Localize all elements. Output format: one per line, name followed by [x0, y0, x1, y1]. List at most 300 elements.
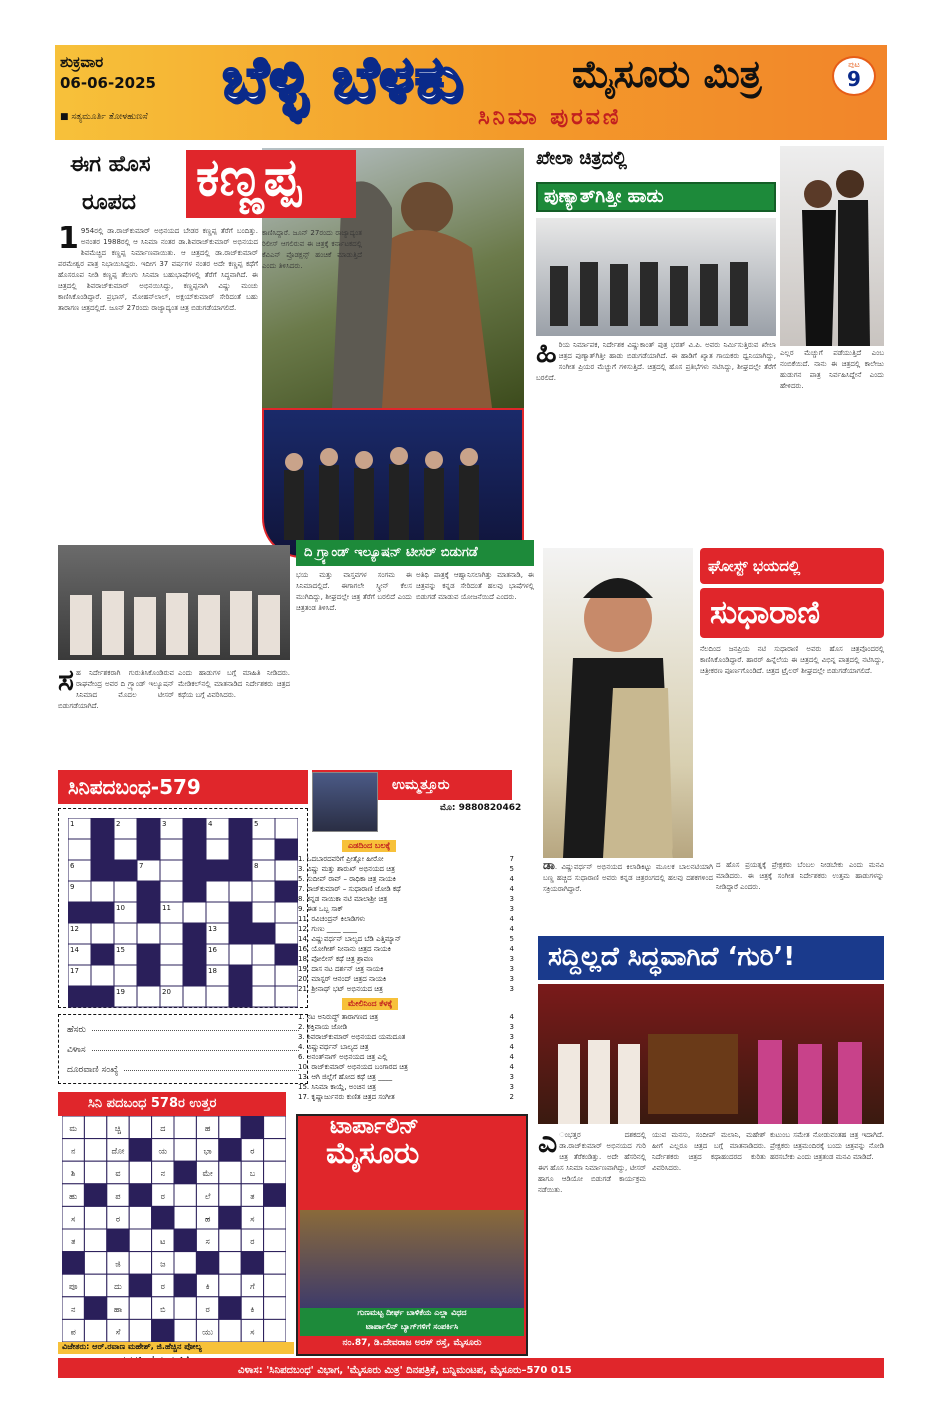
masthead-byline: ■ ಸತ್ಯಮೂರ್ತಿ ತೋಳಹುಣಸೆ [60, 112, 148, 122]
crossword-cell [183, 818, 206, 839]
form-address-label: ವಿಳಾಸ [67, 1045, 86, 1055]
guri-body-2: ಯುವ ಮನಸು, ಸಂದೀಪ್ ಮಲಾನಿ, ಮಹೇಶ್ ಹೀಗೆ ಎಲ್ಲರೂ ಚಿತ್ರದ ಬಗ್ಗೆ ಮಾತನಾಡಿದರು. ನಿರ್ದೇಶಕರು ಚಿತ್ರದ ಕಥಾಹಂದರದ ಕುರಿತು ವಿವರಿಸಿದರು. [652, 1131, 766, 1172]
kannappa-stage-photo [262, 408, 524, 558]
crossword-cell [137, 902, 160, 923]
form-address-field[interactable] [92, 1050, 299, 1051]
answer-letter: ಗೆ [250, 1282, 255, 1292]
illusion-body-4: ಅತಿಥಿ ಪಾತ್ರಕ್ಕೆ ಆಹ್ವಾನಿಸಲಾಗಿತ್ತು ಮಾತನಾಡಿ, ಈ ಚಿತ್ರವನ್ನು ಕನ್ನಡ ಸೇರಿದಂತೆ ಹಲವು ಭಾಷೆಗಳಲ್ಲಿ ಬಿಡುಗಡೆ ಮಾಡುವ ಯೋಜನೆಯಿದೆ ಎಂದರು. [416, 571, 534, 601]
answer-cell [174, 1297, 196, 1320]
illusion-headline-box [296, 540, 534, 566]
answers-title: ಸಿನಿ ಪದಬಂಧ 578ರ ಉತ್ತರ [88, 1096, 217, 1111]
answer-letter: ತ [71, 1237, 76, 1246]
answer-letter: ಸ [250, 1327, 255, 1337]
answer-cell [264, 1206, 286, 1229]
clue-length: 3 [509, 965, 514, 973]
answer-letter: ಹಾ [113, 1304, 123, 1314]
crossword-cell[interactable] [229, 944, 252, 965]
ghost-body-3: ದ ಹೊಸ ಪ್ರಯತ್ನಕ್ಕೆ ಪ್ರೇಕ್ಷಕರು ಬೆಂಬಲ ನೀಡಬೇಕು ಎಂದು ಮನವಿ ಮಾಡಿದರು. ಈ ಚಿತ್ರಕ್ಕೆ ಸಂಗೀತ ನಿರ್ದೇಶಕರು ಉತ್ತಮ ಹಾಡುಗಳನ್ನು ನೀಡಿದ್ದಾರೆ ಎಂದರು. [716, 861, 884, 891]
answer-letter: ರ [250, 1146, 255, 1156]
guri-photo-art [538, 984, 884, 1124]
clue-text: 12. ಗುಣು ____ ____ [298, 925, 358, 933]
kannappa-body-2: ಕಾಣಿಸಿದ್ದಾರೆ. ಜೂನ್ 27ರಂದು ರಾಜ್ಯಾದ್ಯಂತ ರಿಲೀಸ್ ಆಗಲಿರುವ ಈ ಚಿತ್ರಕ್ಕೆ ಕರ್ನಾಟಕದಲ್ಲಿ ಕೆವಿಎನ್ ಪ್ರೊಡಕ್ಷನ್ಸ್ ಹಂಚಿಕೆ ಮಾಡುತ್ತಿದೆ ಎಂದು ತಿಳಿಸಿದರು. [262, 229, 362, 270]
ad-tagline-2: ಟಾರ್ಪಾಲಿನ್ ಬ್ಯಾಗ್‌ಗಳಿಗೆ ಸಂಪರ್ಕಿಸಿ [300, 1322, 524, 1336]
crossword-cell-number: 19 [116, 988, 125, 996]
ghost-body-2-text: . ವಿಷ್ಣುವರ್ಧನ್ ಅಭಿನಯದ ಕಿಲಾಡಿಕಿಟ್ಟು ಮೂಲಕ ಬಾಲನಟಿಯಾಗಿ ಬಣ್ಣ ಹಚ್ಚಿದ ಸುಧಾರಾಣಿ ಅವರು ಕನ್ನಡ ಚಿತ್ರರಂಗದಲ್ಲಿ ಹಲವು ದಶಕಗಳಿಂದ ಸಕ್ರಿಯರಾಗಿದ್ದಾರೆ. [543, 863, 713, 893]
answer-cell [107, 1229, 129, 1252]
crossword-cell[interactable] [114, 965, 137, 986]
clue-item [296, 1072, 516, 1082]
clue-length: 3 [509, 975, 514, 983]
clue-length: 5 [509, 865, 514, 873]
down-heading: ಮೇಲಿನಿಂದ ಕೆಳಕ್ಕೆ [342, 998, 398, 1010]
answer-cell [84, 1297, 106, 1320]
crossword-cell [91, 860, 114, 881]
crossword-cell[interactable] [160, 965, 183, 986]
crossword-cell [183, 944, 206, 965]
kannappa-kicker-2: ರೂಪದ [82, 190, 136, 215]
crossword-cell[interactable] [137, 923, 160, 944]
answer-cell [264, 1252, 286, 1275]
answer-cell [129, 1116, 151, 1139]
crossword-cell [206, 860, 229, 881]
answer-cell [152, 1206, 174, 1229]
ad-tagline-1: ಗುಣಮಟ್ಟ ದೀರ್ಘ ಬಾಳಿಕೆಯ ಎಲ್ಲಾ ವಿಧದ [300, 1308, 524, 1322]
form-name-row [59, 1015, 307, 1035]
crossword-title-box [58, 770, 308, 804]
answer-cell [241, 1252, 263, 1275]
khela-headline: ಖೇಲಾ ಚಿತ್ರದಲ್ಲಿ [536, 148, 627, 169]
kannappa-kicker-1: ಈಗ ಹೊಸ [70, 152, 151, 177]
clue-item [296, 934, 516, 944]
answer-letter: ಜ [160, 1259, 166, 1269]
answer-cell [129, 1229, 151, 1252]
clue-length: 3 [509, 955, 514, 963]
crossword-cell-number: 15 [116, 946, 125, 954]
crossword-cell [275, 944, 298, 965]
answer-cell [129, 1184, 151, 1207]
crossword-cell-number: 7 [139, 862, 144, 870]
crossword-title: ಸಿನಿಪದಬಂಧ-579 [68, 775, 201, 799]
clue-text: 20. ಮಾಸ್ಟರ್ ಆನಂದ್ ಚಿತ್ರದ ನಾಯಕಿ [298, 975, 387, 983]
crossword-cell-number: 10 [116, 904, 125, 912]
crossword-cell-number: 18 [208, 967, 217, 975]
answer-cell [219, 1206, 241, 1229]
answer-cell [62, 1252, 84, 1275]
clue-length: 4 [509, 1013, 514, 1021]
crossword-cell [137, 818, 160, 839]
clue-length: 4 [509, 875, 514, 883]
answer-letter: ರ [205, 1304, 210, 1314]
answer-letter: ಪೂ [68, 1282, 78, 1292]
page-number: 9 [847, 67, 861, 91]
crossword-cell [137, 965, 160, 986]
crossword-cell[interactable] [275, 818, 298, 839]
crossword-cell[interactable] [160, 839, 183, 860]
down-clue-list [296, 1012, 516, 1102]
answer-cell [152, 1319, 174, 1342]
crossword-cell [183, 881, 206, 902]
answer-letter: ಯು [202, 1327, 214, 1337]
answer-letter: ಸ [71, 1214, 76, 1224]
crossword-cell [114, 860, 137, 881]
clue-text: 18. ಪೋಲೀಸ್ ಕಥೆ ಚಿತ್ರ ಶ್ರಾವಣ [298, 955, 374, 963]
answer-cell [84, 1319, 106, 1342]
ghost-headline-box [700, 548, 884, 584]
illusion-photo-art [58, 545, 290, 660]
crossword-cell [91, 839, 114, 860]
clue-length: 4 [509, 1043, 514, 1051]
crossword-cell[interactable] [91, 965, 114, 986]
clue-length: 3 [509, 905, 514, 913]
form-name-field[interactable] [92, 1030, 299, 1031]
answer-letter: ಚ್ಚಿ [114, 1124, 122, 1133]
ghost-body-1: ನೆಲದಿಂದ ಜನಪ್ರಿಯ ನಟಿ ಸುಧಾರಾಣಿ ಅವರು ಹೊಸ ಚಿತ್ರವೊಂದರಲ್ಲಿ ಕಾಣಿಸಿಕೊಂಡಿದ್ದಾರೆ. ಹಾರರ್ ಹಿನ್ನೆಲೆಯ ಈ ಚಿತ್ರದಲ್ಲಿ ವಿಭಿನ್ನ ಪಾತ್ರದಲ್ಲಿ ನಟಿಸಿದ್ದು, ಚಿತ್ರೀಕರಣ ಪೂರ್ಣಗೊಂಡಿದೆ. ಚಿತ್ರದ ಟ್ರೈಲರ್ ಶೀಘ್ರದಲ್ಲೇ ಬಿಡುಗಡೆಯಾಗಲಿದೆ. [700, 645, 884, 675]
clue-item [296, 904, 516, 914]
kannappa-body-text: 954ರಲ್ಲಿ ಡಾ.ರಾಜ್‌ಕುಮಾರ್ ಅಭಿನಯದ ಬೇಡರ ಕಣ್ಣಪ್ಪ ತೆರೆಗೆ ಬಂದಿತ್ತು. ಅನಂತರ 1988ರಲ್ಲಿ ಆ ಸಿನಿಮಾ ನಂತರ ಡಾ.ಶಿವರಾಜ್‌ಕುಮಾರ್ ಅಭಿನಯದ ಶಿವಮೆಚ್ಚಿದ ಕಣ್ಣಪ್ಪ ನಿರ್ಮಾಣವಾಯಿತು. ಆ ಚಿತ್ರದಲ್ಲಿ ಡಾ.ರಾಜ್‌ಕುಮಾರ್ ಪರಮೇಶ್ವರ ಪಾತ್ರ ನಿಭಾಯಿಸಿದ್ದರು. ಇದೀಗ 37 ವರ್ಷಗಳ ನಂತರ ಅದೇ ಕಣ್ಣಪ್ಪ ಕಥೆಗೆ ಹೊಸರೂಪ ನೀಡಿ ಕಣ್ಣಪ್ಪ ತೆಲುಗು ಸಿನಿಮಾ ಬಹುಭಾಷೆಗಳಲ್ಲಿ ತೆರೆಗೆ ಸಿದ್ಧವಾಗಿದೆ. ಈ ಚಿತ್ರದಲ್ಲಿ ಶಿವರಾಜ್‌ಕುಮಾರ್ ಅಭಿನಯಿಸಿದ್ದು, ಕಣ್ಣಪ್ಪನಾಗಿ ವಿಷ್ಣು ಮಂಚು ಕಾಣಿಸಿಕೊಂಡಿದ್ದಾರೆ. ಪ್ರಭಾಸ್, ಮೋಹನ್‌ಲಾಲ್, ಅಕ್ಷಯ್‌ಕುಮಾರ್ ಸೇರಿದಂತೆ ಬಹು ತಾರಾಗಣ ಚಿತ್ರದಲ್ಲಿದೆ. ಜೂನ್ 27ರಂದು ರಾಜ್ಯಾದ್ಯಂತ ಚಿತ್ರ ಬಿಡುಗಡೆಯಾಗಲಿದೆ. [58, 227, 258, 312]
guri-body-1 [538, 1130, 646, 1355]
khela-headline-box [536, 182, 776, 212]
crossword-cell[interactable] [160, 860, 183, 881]
answer-cell [174, 1274, 196, 1297]
khela-photo [536, 218, 776, 336]
answer-letter: ದು [114, 1282, 122, 1292]
form-name-label: ಹೆಸರು [67, 1025, 86, 1035]
crossword-cell [229, 818, 252, 839]
crossword-cell[interactable] [91, 881, 114, 902]
sudharani-name: ಸುಧಾರಾಣಿ [710, 593, 821, 631]
clue-item [296, 914, 516, 924]
clue-text: 4. ವಿಷ್ಣುವರ್ಧನ್ ಬಾಲ್ಯದ ಚಿತ್ರ [298, 1043, 369, 1051]
ad-bags-photo [300, 1210, 524, 1308]
footer-address-bar [58, 1358, 884, 1378]
crossword-cell [229, 860, 252, 881]
crossword-cell[interactable] [160, 923, 183, 944]
crossword-cell[interactable] [206, 839, 229, 860]
answer-letter: ಜಿ [115, 1259, 121, 1269]
answer-cell [174, 1116, 196, 1139]
crossword-cell[interactable] [91, 923, 114, 944]
answer-cell [84, 1274, 106, 1297]
answer-cell [219, 1116, 241, 1139]
clue-text: 15. ಸಿನಿಮಾ ಕಾಯ್ದೆ, ಅಂಚಿನ ಚಿತ್ರ [298, 1083, 377, 1091]
clue-item [296, 1082, 516, 1092]
answer-cell [129, 1274, 151, 1297]
illusion-body-2: ಎಂದು ಹಾಡುಗಳ ಬಗ್ಗೆ ಮಾಹಿತಿ ನೀಡಿದರು. ಮೇಡಿಕಲ್‌ನಲ್ಲಿ ಮಾತನಾಡಿದ ನಿರ್ದೇಶಕರು ಚಿತ್ರದ ಕಥೆಯ ಬಗ್ಗೆ ವಿವರಿಸಿದರು. [178, 669, 290, 699]
across-clue-list [296, 854, 516, 994]
crossword-cell-number: 12 [70, 925, 79, 933]
clue-text: 2. ಶಕ್ತಿವಾಯ ಜೋಡಿ [298, 1023, 348, 1031]
answer-cell [129, 1139, 151, 1162]
answer-cell [219, 1184, 241, 1207]
clue-text: 11. ರವಿಚಂದ್ರನ್ ಕಿಲಾಡಿಗಳು [298, 915, 366, 923]
clue-text: 17. ಕೃಷ್ಣಾರ್ಜುನರು ಕುಣಿತ ಚಿತ್ರದ ಸಂಗೀತ [298, 1093, 395, 1101]
clue-text: 19. ದಾಸ ನಟ ದರ್ಶನ್ ಚಿತ್ರ ನಾಯಕಿ [298, 965, 384, 973]
clue-item [296, 1022, 516, 1032]
crossword-cell[interactable] [114, 923, 137, 944]
crossword-cell[interactable] [275, 965, 298, 986]
clue-length: 7 [509, 855, 514, 863]
page-number-badge [832, 56, 876, 96]
clue-text: 10. ರಾಜ್‌ಕುಮಾರ್ ಅಭಿನಯದ ಬಂಗಾರದ ಚಿತ್ರ [298, 1063, 408, 1071]
ad-line-1: ಟಾರ್ಪಾಲಿನ್ [330, 1114, 419, 1139]
answer-cell [174, 1229, 196, 1252]
crossword-cell-number: 11 [162, 904, 171, 912]
clue-item [296, 1092, 516, 1102]
clue-item [296, 1062, 516, 1072]
illusion-body-1-text: ಹ ನಿರ್ದೇಶಕರಾಗಿ ಗುರುತಿಸಿಕೊಂಡಿರುವ ರಾಘವೇಂದ್ರ ಅವರ ದಿ ಗ್ರ್ಯಾಂಡ್ ಇಲ್ಯೂಷನ್ ಸಿನಿಮಾದ ಮೊದಲ ಟೀಸರ್ ಬಿಡುಗಡೆಯಾಗಿದೆ. [58, 669, 174, 710]
crossword-cell-number: 13 [208, 925, 217, 933]
answer-letter: ಬಿ [160, 1304, 166, 1314]
crossword-cell [275, 839, 298, 860]
clue-length: 3 [509, 1033, 514, 1041]
khela-couple-photo [780, 146, 884, 346]
answer-cell [219, 1297, 241, 1320]
crossword-cell[interactable] [252, 881, 275, 902]
answer-cell [241, 1116, 263, 1139]
answer-cell [219, 1139, 241, 1162]
answer-cell [264, 1161, 286, 1184]
clue-item [296, 984, 516, 994]
crossword-cell[interactable] [275, 986, 298, 1007]
clue-item [296, 974, 516, 984]
crossword-cell-number: 6 [70, 862, 75, 870]
answer-letter: ಹು [69, 1191, 78, 1201]
khela-drop-cap: ಹಿ [536, 340, 557, 370]
crossword-cell[interactable] [114, 881, 137, 902]
crossword-cell[interactable] [275, 860, 298, 881]
masthead-subtitle: ಸಿನಿಮಾ ಪುರವಣಿ [478, 105, 622, 130]
answer-cell [129, 1161, 151, 1184]
crossword-cell [137, 944, 160, 965]
answer-cell [264, 1184, 286, 1207]
guri-launch-photo [538, 984, 884, 1124]
answer-cell [84, 1184, 106, 1207]
sudharani-photo-art [543, 548, 693, 858]
clue-length: 3 [509, 1083, 514, 1091]
guri-drop-cap: ಎ [538, 1130, 558, 1160]
crossword-cell[interactable] [275, 923, 298, 944]
crossword-cell [91, 986, 114, 1007]
answer-cell [219, 1319, 241, 1342]
answer-letter: ಸೆ [115, 1327, 121, 1337]
crossword-clues [296, 836, 516, 1106]
guri-body-1-text: ಂಭತ್ತರ ದಶಕದಲ್ಲಿ ಡಾ.ರಾಜ್‌ಕುಮಾರ್ ಅಭಿನಯದ ಗುರಿ ಚಿತ್ರ ತೆರೆಕಂಡಿತ್ತು. ಅದೇ ಹೆಸರಿನಲ್ಲಿ ಈಗ ಹೊಸ ಸಿನಿಮಾ ನಿರ್ಮಾಣವಾಗಿದ್ದು, ಟೀಸರ್ ಹಾಗೂ ಆಡಿಯೋ ಬಿಡುಗಡೆ ಕಾರ್ಯಕ್ರಮ ನಡೆಯಿತು. [538, 1131, 646, 1194]
answer-letter: ದ [160, 1124, 166, 1133]
answer-letter: ರ [250, 1237, 255, 1246]
clue-text: 8. ಕನ್ನಡ ನಾಯಿಕಾ ನಟಿ ಮಾಲಾಶ್ರೀ ಚಿತ್ರ [298, 895, 388, 903]
illusion-drop-cap: ಸ [58, 668, 74, 698]
answer-letter: ಸ [205, 1237, 210, 1246]
answer-letter: ರ [160, 1282, 165, 1292]
clue-length: 3 [509, 895, 514, 903]
crossword-cell [68, 986, 91, 1007]
crossword-cell-number: 1 [70, 820, 75, 828]
answer-letter: ಪ [115, 1191, 121, 1201]
answer-letter: ದೋ [111, 1146, 125, 1156]
khela-body-2: ಎಲ್ಲರ ಮೆಚ್ಚುಗೆ ಪಡೆಯುತ್ತಿದೆ ಎಂಬ ನಂಬಿಕೆಯಿದೆ. ನಾನು ಈ ಚಿತ್ರದಲ್ಲಿ ಕಾಲೇಜು ಹುಡುಗನ ಪಾತ್ರ ನಿರ್ವಹಿಸಿದ್ದೇನೆ ಎಂದು ಹೇಳಿದರು. [780, 349, 884, 390]
illusion-body-3: ಭಯ ಮತ್ತು ವಾಸ್ತವಗಳ ಸಂಗಮ ಈ ಸಿನಿಮಾದಲ್ಲಿದೆ. ಈಗಾಗಲೇ ಸ್ಕ್ರೀನ್ ಕೆಲಸ ಮುಗಿದಿದ್ದು, ಶೀಘ್ರದಲ್ಲೇ ಚಿತ್ರ ತೆರೆಗೆ ಬರಲಿದೆ ಎಂದು ಚಿತ್ರತಂಡ ತಿಳಿಸಿದೆ. [296, 571, 412, 612]
answer-letter: ವ [115, 1169, 121, 1179]
crossword-cell[interactable] [252, 902, 275, 923]
crossword-cell[interactable] [252, 944, 275, 965]
kannappa-stage-art [264, 410, 522, 556]
crossword-cell[interactable] [275, 902, 298, 923]
crossword-cell[interactable] [183, 902, 206, 923]
answer-cell [129, 1319, 151, 1342]
answer-cell [174, 1206, 196, 1229]
answer-cell [174, 1161, 196, 1184]
clue-text: 1. ನಟ ಅನಿರುದ್ಧ್ ತಾರಾಗಣದ ಚಿತ್ರ [298, 1013, 379, 1021]
illusion-photo [58, 545, 290, 660]
crossword-cell [91, 944, 114, 965]
crossword-cell[interactable] [160, 944, 183, 965]
answer-letter: ಹ [204, 1124, 211, 1133]
clue-length: 4 [509, 945, 514, 953]
answer-letter: ನ [160, 1169, 166, 1179]
answer-cell [129, 1297, 151, 1320]
guri-headline-box [538, 936, 884, 980]
clue-item [296, 944, 516, 954]
crossword-cell [229, 986, 252, 1007]
answer-cell [264, 1319, 286, 1342]
crossword-cell [275, 881, 298, 902]
answer-letter: ಮ [69, 1124, 78, 1133]
answer-letter: ತ [250, 1191, 255, 1201]
clue-text: 5. ಸುದೀಪ್ ರಾವ್ – ರಾಧಿಕಾ ಚಿತ್ರ ನಾಯಕಿ [298, 875, 396, 883]
clue-item [296, 884, 516, 894]
answer-cell [264, 1116, 286, 1139]
form-phone-label: ದೂರವಾಣಿ ಸಂಖ್ಯೆ [67, 1065, 119, 1075]
answer-letter: ಭಾ [203, 1146, 212, 1156]
form-phone-row [59, 1055, 307, 1075]
answer-cell [84, 1252, 106, 1275]
crossword-cell-number: 9 [70, 883, 75, 891]
crossword-cell[interactable] [206, 986, 229, 1007]
winner-line: ವಿಜೇತರು: ಆರ್.ರವಾಣ ಮಹೇಶ್, ಜಿ.ಹೆಚ್ಚಿನ ಪೋಲ್ಯ [58, 1342, 294, 1354]
crossword-entry-form [58, 1014, 308, 1084]
clue-item [296, 864, 516, 874]
clue-item [296, 954, 516, 964]
answer-letter: ಕಿ [250, 1304, 255, 1314]
answer-letter: ಯ [158, 1146, 168, 1156]
kannappa-drop-cap: 1 [58, 226, 79, 256]
across-heading: ಎಡದಿಂದ ಬಲಕ್ಕೆ [342, 840, 396, 852]
answer-letter: ಹ [204, 1214, 211, 1224]
answer-letter: ಪ [70, 1327, 76, 1337]
sudharani-photo [543, 548, 693, 858]
crossword-cell-number: 20 [162, 988, 171, 996]
illusion-body-1 [58, 668, 174, 768]
crossword-author: ಉಮ್ಮತ್ತೂರು [392, 777, 450, 793]
answer-cell [174, 1139, 196, 1162]
crossword-cell[interactable] [229, 881, 252, 902]
crossword-cell [229, 965, 252, 986]
answer-letter: ಕಿ [205, 1282, 210, 1292]
crossword-cell[interactable] [206, 881, 229, 902]
crossword-cell [91, 902, 114, 923]
sudharani-name-box [700, 588, 884, 638]
khela-body-text: ರಿಯ ನಿರ್ಮಾಪಕ, ನಿರ್ದೇಶಕ ವಿಷ್ಣುಕಾಂತ್ ಪುತ್ರ ಭರತ್ ವಿ.ಪಿ. ಅವರು ನಿರ್ಮಿಸುತ್ತಿರುವ ಖೇಲಾ ಚಿತ್ರದ ಪುಣ್ಯಾತ್‌ಗಿತ್ತೀ ಹಾಡು ಬಿಡುಗಡೆಯಾಗಿದೆ. ಈ ಹಾಡಿಗೆ ಖ್ಯಾತ ಗಾಯಕರು ಧ್ವನಿಯಾಗಿದ್ದು, ಸಂಗೀತ ಪ್ರಿಯರ ಮೆಚ್ಚುಗೆ ಗಳಿಸುತ್ತಿದೆ. ಚಿತ್ರದಲ್ಲಿ ಹೊಸ ಪ್ರತಿಭೆಗಳು ನಟಿಸಿದ್ದು, ಶೀಘ್ರದಲ್ಲೇ ತೆರೆಗೆ ಬರಲಿದೆ. [536, 341, 776, 382]
crossword-cell-number: 3 [162, 820, 167, 828]
clue-item [296, 874, 516, 884]
crossword-cell-number: 4 [208, 820, 213, 828]
crossword-cell [229, 839, 252, 860]
crossword-cell[interactable] [206, 902, 229, 923]
answer-cell [219, 1252, 241, 1275]
answer-cell [84, 1206, 106, 1229]
answer-cell [219, 1229, 241, 1252]
crossword-cell [229, 902, 252, 923]
paper-name-logo: ಮೈಸೂರು ಮಿತ್ರ [572, 52, 762, 96]
crossword-cell[interactable] [252, 839, 275, 860]
form-phone-field[interactable] [124, 1070, 299, 1071]
clue-length: 4 [509, 1063, 514, 1071]
answer-letter: ರ [115, 1214, 121, 1224]
clue-length: 3 [509, 1073, 514, 1081]
crossword-grid[interactable] [68, 818, 298, 1008]
clue-text: 3. ವಿಷ್ಣು ಮತ್ತು ಶಾರುಖ್ ಅಭಿನಯದ ಚಿತ್ರ [298, 865, 396, 873]
crossword-cell [68, 902, 91, 923]
crossword-cell-number: 16 [208, 946, 217, 954]
ad-line-2: ಮೈಸೂರು [326, 1136, 420, 1171]
crossword-cell [183, 839, 206, 860]
crossword-cell [229, 923, 252, 944]
answer-letter: ಶಿ [71, 1169, 76, 1179]
crossword-cell[interactable] [114, 839, 137, 860]
answer-cell [264, 1229, 286, 1252]
crossword-cell[interactable] [137, 986, 160, 1007]
crossword-cell-number: 14 [70, 946, 79, 954]
crossword-cell [91, 818, 114, 839]
answer-cell [219, 1274, 241, 1297]
clue-text: 7. ರಾಜ್‌ಕುಮಾರ್ – ಸುಧಾರಾಣಿ ಜೋಡಿ ಕಥೆ [298, 885, 401, 893]
crossword-cell-number: 8 [254, 862, 259, 870]
masthead-banner [55, 45, 887, 140]
crossword-cell [137, 839, 160, 860]
khela-headline-2: ಪುಣ್ಯಾತ್‌ಗಿತ್ತೀ ಹಾಡು [544, 186, 664, 207]
answer-letter: ಲೆ [204, 1191, 211, 1201]
clue-item [296, 1052, 516, 1062]
clue-text: 6. ಅನಂತ್‌ನಾಗ್ ಅಭಿನಯದ ಚಿತ್ರ ಎಲ್ಲಿ [298, 1053, 388, 1061]
crossword-cell[interactable] [252, 965, 275, 986]
answers-grid [62, 1116, 286, 1342]
kannappa-body [58, 226, 258, 556]
clue-length: 4 [509, 1053, 514, 1061]
clue-length: 4 [509, 885, 514, 893]
clue-item [296, 1012, 516, 1022]
answer-letter: ಸ [250, 1214, 255, 1224]
clue-length: 2 [509, 1093, 514, 1101]
crossword-cell[interactable] [68, 839, 91, 860]
answer-cell [174, 1319, 196, 1342]
answer-letter: ಬ [249, 1169, 256, 1179]
guri-headline: ಸದ್ದಿಲ್ಲದೆ ಸಿದ್ಧವಾಗಿದೆ ‘ಗುರಿ’! [548, 942, 796, 972]
answer-cell [84, 1116, 106, 1139]
crossword-cell [183, 965, 206, 986]
answer-cell [264, 1297, 286, 1320]
crossword-cell[interactable] [252, 986, 275, 1007]
answer-cell [84, 1139, 106, 1162]
crossword-cell-number: 5 [254, 820, 259, 828]
crossword-phone: ಮೊ: 9880820462 [440, 803, 522, 813]
kannappa-title: ಕಣ್ಣಪ್ಪ [196, 148, 301, 208]
crossword-cell [137, 881, 160, 902]
clue-length: 3 [509, 985, 514, 993]
answer-cell [219, 1161, 241, 1184]
crossword-cell[interactable] [160, 881, 183, 902]
crossword-cell[interactable] [183, 986, 206, 1007]
crossword-cell [252, 923, 275, 944]
